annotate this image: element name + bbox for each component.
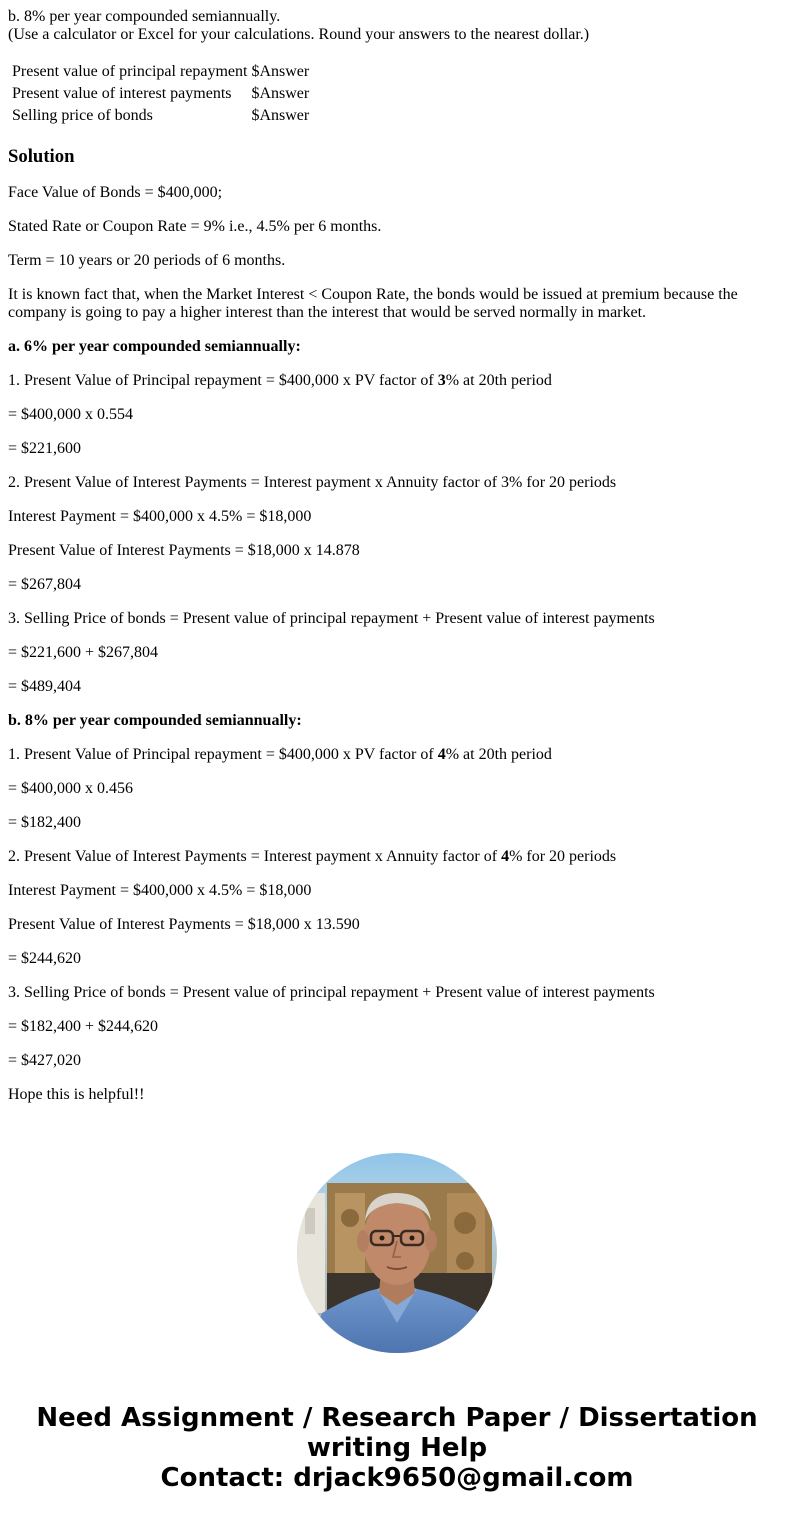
row-value: $Answer [251,85,310,102]
footer-contact: Contact: drjack9650@gmail.com [160,1463,634,1493]
part-b-line-7: = $244,620 [8,950,82,967]
term-line: Term = 10 years or 20 periods of 6 months. [8,252,286,269]
part-b-line-8: 3. Selling Price of bonds = Present value of principal repayment + Present value of interest payments [8,984,655,1001]
answer-table [9,60,312,128]
part-b-line-4 [8,848,786,866]
part-b-line-4-post: % for 20 periods [509,848,617,865]
closing-line: Hope this is helpful!! [8,1086,145,1103]
known-fact-paragraph: It is known fact that, when the Market Interest < Coupon Rate, the bonds would be issued at premium because the company is going to pay a higher interest than the interest that would be served normally in market. [8,286,738,321]
part-a-line-7: = $267,804 [8,576,82,593]
part-a-line-8: 3. Selling Price of bonds = Present value of principal repayment + Present value of interest payments [8,610,655,627]
author-portrait-icon [297,1153,497,1353]
solution-heading: Solution [8,146,75,167]
row-label: Selling price of bonds [12,107,153,124]
part-a-line-5: Interest Payment = $400,000 x 4.5% = $18,000 [8,508,312,525]
row-value: $Answer [251,107,310,124]
part-a-line-4: 2. Present Value of Interest Payments = Interest payment x Annuity factor of 3% for 20 periods [8,474,617,491]
part-b-line-5: Interest Payment = $400,000 x 4.5% = $18,000 [8,882,312,899]
part-b-line-1-post: % at 20th period [445,746,552,763]
part-a-heading [8,338,786,356]
question-instruction: (Use a calculator or Excel for your calculations. Round your answers to the nearest dollar.) [8,26,590,43]
part-b-heading-text: b. 8% per year compounded semiannually: [8,712,302,729]
table-row [11,84,310,104]
document-body [8,8,786,1104]
part-b-line-3: = $182,400 [8,814,82,831]
row-label: Present value of principal repayment [12,63,248,80]
part-a-line-1 [8,372,786,390]
table-row [11,62,310,82]
part-b-line-6: Present Value of Interest Payments = $18,000 x 13.590 [8,916,360,933]
footer-line-2: writing Help [306,1433,488,1463]
part-a-line-1-bold: 3 [437,372,446,389]
part-b-line-1 [8,746,786,764]
author-photo [297,1153,497,1353]
part-b-line-2: = $400,000 x 0.456 [8,780,134,797]
stated-rate-line: Stated Rate or Coupon Rate = 9% i.e., 4.5% per 6 months. [8,218,382,235]
part-a-line-1-post: % at 20th period [445,372,552,389]
part-a-line-1-pre: 1. Present Value of Principal repayment = $400,000 x PV factor of [8,372,438,389]
part-a-line-3: = $221,600 [8,440,82,457]
part-b-line-4-pre: 2. Present Value of Interest Payments = Interest payment x Annuity factor of [8,848,502,865]
table-row [11,106,310,126]
part-b-line-1-bold: 4 [437,746,446,763]
part-a-line-2: = $400,000 x 0.554 [8,406,134,423]
face-value-line: Face Value of Bonds = $400,000; [8,184,223,201]
contact-footer [0,1403,794,1493]
part-a-heading-text: a. 6% per year compounded semiannually: [8,338,301,355]
part-a-line-10: = $489,404 [8,678,82,695]
footer-line-1: Need Assignment / Research Paper / Dissertation [36,1403,758,1433]
part-b-line-10: = $427,020 [8,1052,82,1069]
part-b-heading [8,712,786,730]
part-a-line-6: Present Value of Interest Payments = $18,000 x 14.878 [8,542,360,559]
question-part-b: b. 8% per year compounded semiannually. [8,8,281,25]
part-a-line-9: = $221,600 + $267,804 [8,644,159,661]
part-b-line-4-bold: 4 [501,848,510,865]
part-b-line-9: = $182,400 + $244,620 [8,1018,159,1035]
row-label: Present value of interest payments [12,85,232,102]
solution-body [8,184,786,1104]
row-value: $Answer [251,63,310,80]
question-intro [8,8,786,44]
part-b-line-1-pre: 1. Present Value of Principal repayment = $400,000 x PV factor of [8,746,438,763]
